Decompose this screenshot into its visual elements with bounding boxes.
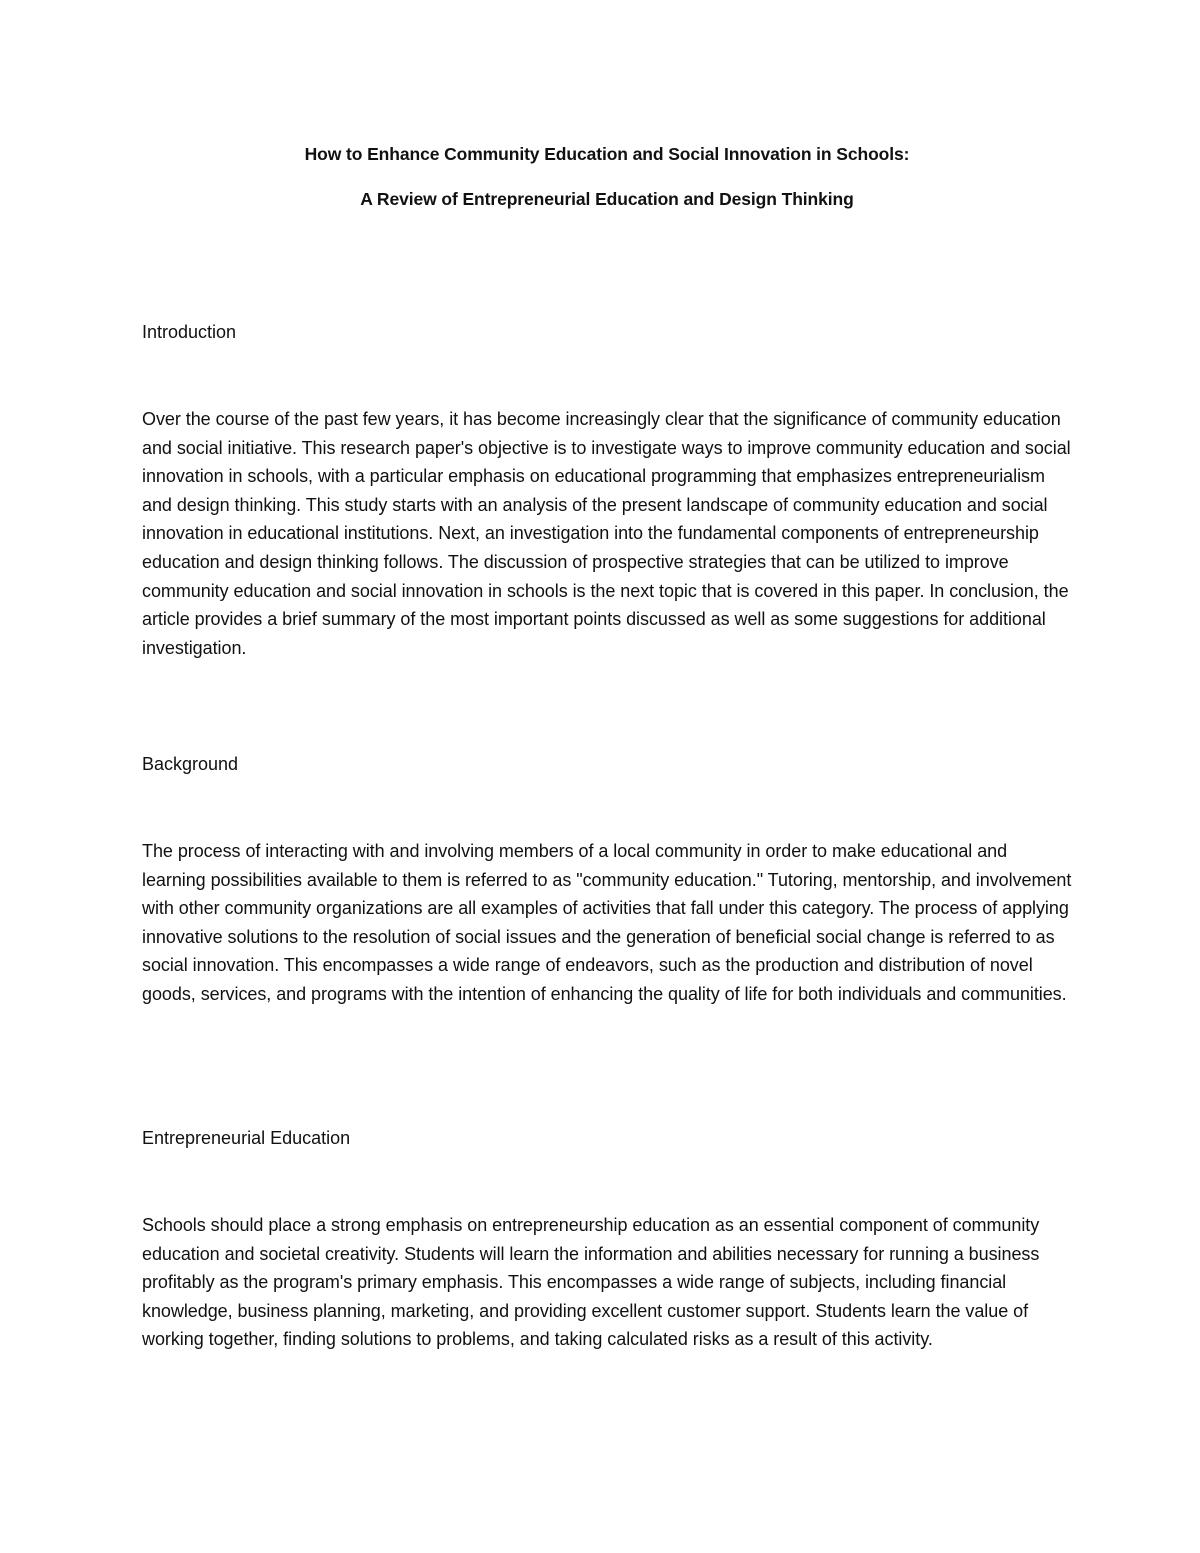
section-heading-background: Background <box>142 754 239 774</box>
document-title-line-2: A Review of Entrepreneurial Education and Design Thinking <box>360 189 854 209</box>
section-heading-introduction: Introduction <box>142 322 237 342</box>
section-heading-entrepreneurial-education: Entrepreneurial Education <box>142 1128 351 1148</box>
section-body-entrepreneurial-education: Schools should place a strong emphasis on entrepreneurship education as an essential component of community education and societal creativity. Students will learn the information and abilities necessary for running a business profitably as the program's primary emphasis. This encompasses a wide range of subjects, including financial knowledge, business planning, marketing, and providing excellent customer support. Students learn the value of working together, finding solutions to problems, and taking calculated risks as a result of this activity. <box>142 1215 1040 1350</box>
document-title-line-1: How to Enhance Community Education and Social Innovation in Schools: <box>304 144 910 164</box>
section-body-introduction: Over the course of the past few years, it has become increasingly clear that the significance of community education and social initiative. This research paper's objective is to investigate ways to improve community education and social innovation in schools, with a particular emphasis on educational programming that emphasizes entrepreneurialism and design thinking. This study starts with an analysis of the present landscape of community education and social innovation in educational institutions. Next, an investigation into the fundamental components of entrepreneurship education and design thinking follows. The discussion of prospective strategies that can be utilized to improve community education and social innovation in schools is the next topic that is covered in this paper. In conclusion, the article provides a brief summary of the most important points discussed as well as some suggestions for additional investigation. <box>142 409 1071 658</box>
section-body-background: The process of interacting with and involving members of a local community in order to make educational and learning possibilities available to them is referred to as "community education." Tutoring, mentorship, and involvement with other community organizations are all examples of activities that fall under this category. The process of applying innovative solutions to the resolution of social issues and the generation of beneficial social change is referred to as social innovation. This encompasses a wide range of endeavors, such as the production and distribution of novel goods, services, and programs with the intention of enhancing the quality of life for both individuals and communities. <box>142 841 1072 1004</box>
